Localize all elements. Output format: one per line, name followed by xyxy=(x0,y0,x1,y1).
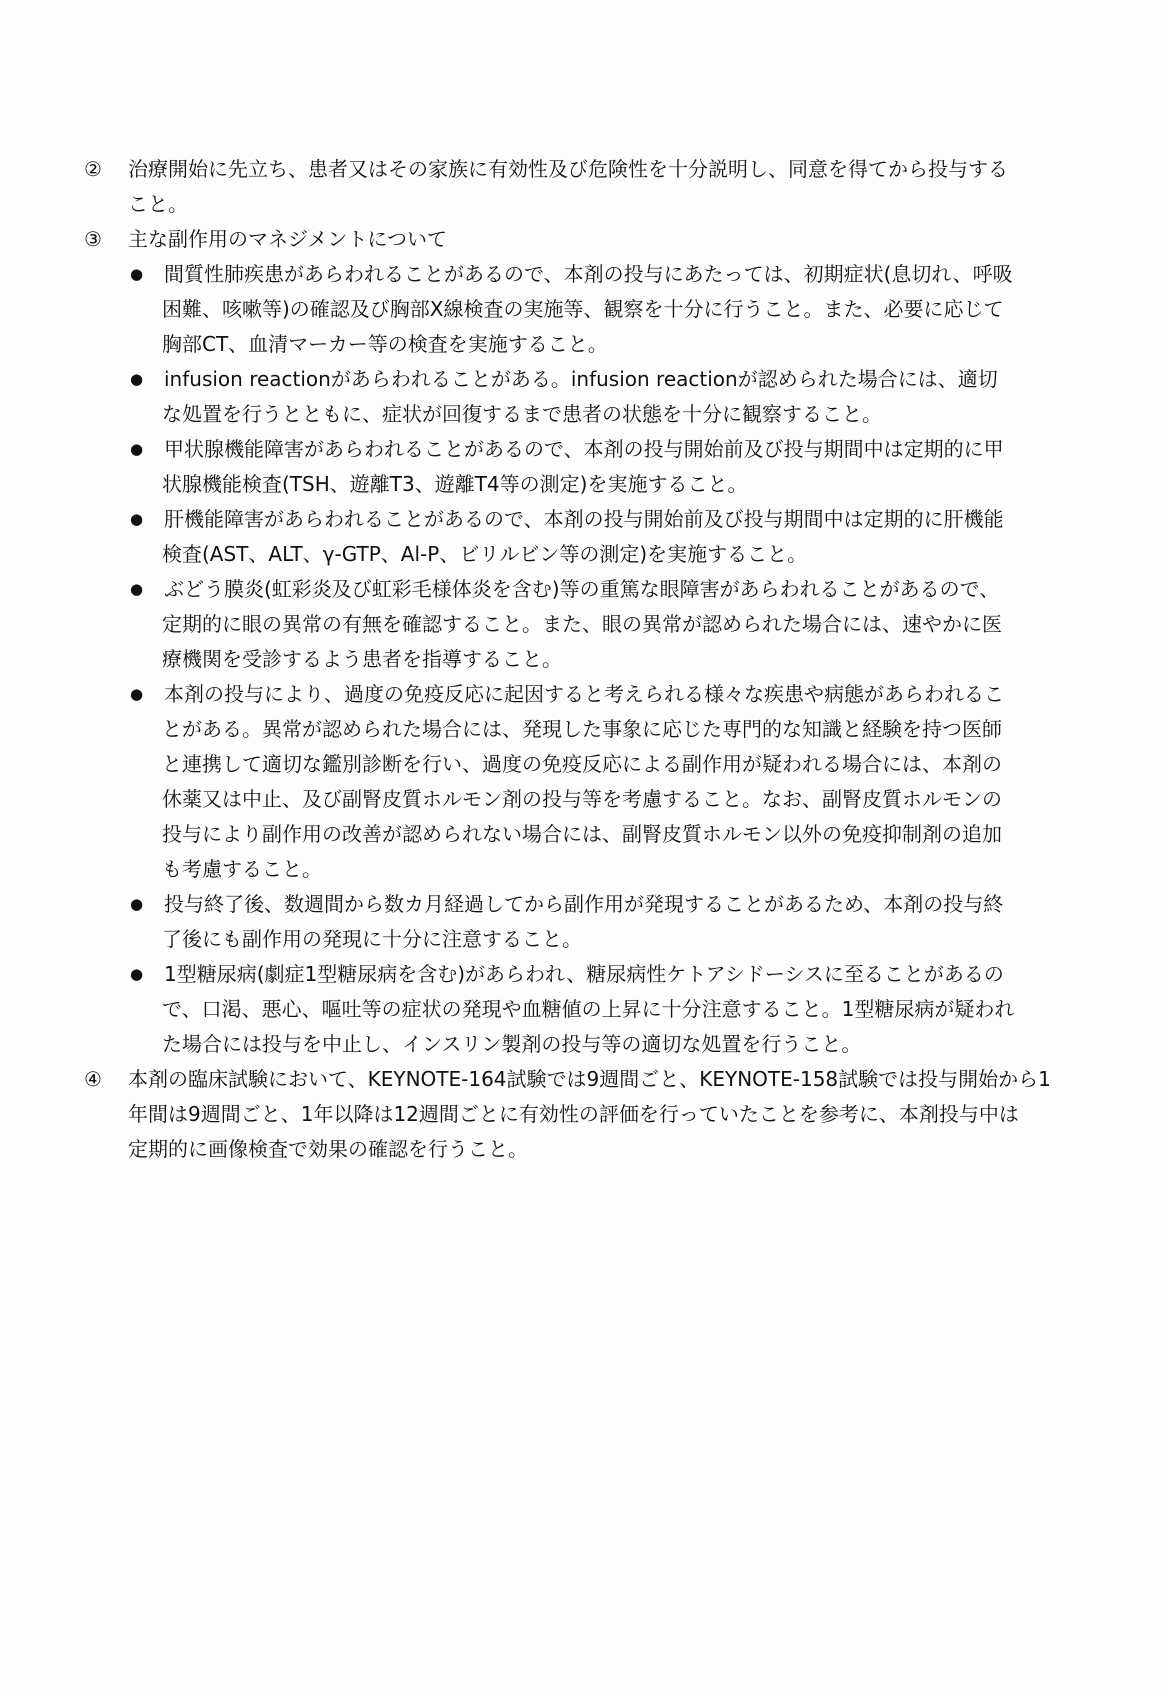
text-line xyxy=(84,572,1094,607)
text-line xyxy=(84,677,1094,712)
text-line xyxy=(84,222,1094,257)
text-line xyxy=(84,257,1094,292)
text-line xyxy=(84,887,1094,922)
text-line: な処置を行うとともに、症状が回復するまで患者の状態を十分に観察すること。 xyxy=(162,402,882,426)
text-line: 検査(AST、ALT、γ-GTP、Al-P、ビリルビン等の測定)を実施すること。 xyxy=(162,542,808,566)
bullet-text: 間質性肺疾患があらわれることがあるので、本剤の投与にあたっては、初期症状(息切れ、呼吸 xyxy=(164,262,1013,286)
text-line xyxy=(84,957,1094,992)
text-line: 胸部CT、血清マーカー等の検査を実施すること。 xyxy=(162,332,608,356)
item-text: 治療開始に先立ち、患者又はその家族に有効性及び危険性を十分説明し、同意を得てから投与する xyxy=(128,157,1008,181)
bullet-icon: ● xyxy=(130,580,144,598)
item-heading: 主な副作用のマネジメントについて xyxy=(128,227,447,251)
item-marker: ④ xyxy=(84,1067,102,1091)
bullet-icon: ● xyxy=(130,685,144,703)
text-line xyxy=(84,1062,1094,1097)
item-text: 本剤の臨床試験において、KEYNOTE-164試験では9週間ごと、KEYNOTE-158試験では投与開始から1 xyxy=(128,1067,1051,1091)
bullet-item-immune-reactions xyxy=(84,677,1094,887)
bullet-item-post-treatment xyxy=(84,887,1094,957)
item-marker: ③ xyxy=(84,227,102,251)
text-line: こと。 xyxy=(128,192,188,216)
bullet-text: 甲状腺機能障害があらわれることがあるので、本剤の投与開始前及び投与期間中は定期的に甲 xyxy=(164,437,1004,461)
text-line: 休薬又は中止、及び副腎皮質ホルモン剤の投与等を考慮すること。なお、副腎皮質ホルモンの xyxy=(162,787,1002,811)
text-line: と連携して適切な鑑別診断を行い、過度の免疫反応による副作用が疑われる場合には、本剤の xyxy=(162,752,1002,776)
bullet-text: 投与終了後、数週間から数カ月経過してから副作用が発現することがあるため、本剤の投与終 xyxy=(164,892,1004,916)
bullet-icon: ● xyxy=(130,265,144,283)
bullet-item-type1-diabetes xyxy=(84,957,1094,1062)
text-line: 定期的に画像検査で効果の確認を行うこと。 xyxy=(128,1137,528,1161)
numbered-item-3 xyxy=(84,222,1094,1062)
bullet-text: 1型糖尿病(劇症1型糖尿病を含む)があらわれ、糖尿病性ケトアシドーシスに至ることがあるの xyxy=(164,962,1004,986)
bullet-icon: ● xyxy=(130,965,144,983)
text-line: 了後にも副作用の発現に十分に注意すること。 xyxy=(162,927,582,951)
text-line: で、口渇、悪心、嘔吐等の症状の発現や血糖値の上昇に十分注意すること。1型糖尿病が疑われ xyxy=(162,997,1015,1021)
text-line: 状腺機能検査(TSH、遊離T3、遊離T4等の測定)を実施すること。 xyxy=(162,472,748,496)
text-line: も考慮すること。 xyxy=(162,857,322,881)
text-line: 療機関を受診するよう患者を指導すること。 xyxy=(162,647,562,671)
text-line: 投与により副作用の改善が認められない場合には、副腎皮質ホルモン以外の免疫抑制剤の追加 xyxy=(162,822,1002,846)
bullet-text: 肝機能障害があらわれることがあるので、本剤の投与開始前及び投与期間中は定期的に肝機能 xyxy=(164,507,1004,531)
bullet-item-liver-dysfunction xyxy=(84,502,1094,572)
bullet-item-infusion-reaction xyxy=(84,362,1094,432)
document-body xyxy=(84,152,1094,1167)
numbered-item-2 xyxy=(84,152,1094,222)
bullet-text: ぶどう膜炎(虹彩炎及び虹彩毛様体炎を含む)等の重篤な眼障害があらわれることがあるので、 xyxy=(164,577,1000,601)
text-line: た場合には投与を中止し、インスリン製剤の投与等の適切な処置を行うこと。 xyxy=(162,1032,862,1056)
text-line: 定期的に眼の異常の有無を確認すること。また、眼の異常が認められた場合には、速やかに医 xyxy=(162,612,1002,636)
item-marker: ② xyxy=(84,157,102,181)
bullet-icon: ● xyxy=(130,510,144,528)
text-line xyxy=(84,432,1094,467)
bullet-text: infusion reactionがあらわれることがある。infusion reactionが認められた場合には、適切 xyxy=(164,367,998,391)
bullet-item-thyroid-dysfunction xyxy=(84,432,1094,502)
text-line: とがある。異常が認められた場合には、発現した事象に応じた専門的な知識と経験を持つ医師 xyxy=(162,717,1002,741)
text-line xyxy=(84,362,1094,397)
bullet-icon: ● xyxy=(130,370,144,388)
text-line: 困難、咳嗽等)の確認及び胸部X線検査の実施等、観察を十分に行うこと。また、必要に応じて xyxy=(162,297,1004,321)
bullet-item-interstitial-lung-disease xyxy=(84,257,1094,362)
text-line: 年間は9週間ごと、1年以降は12週間ごとに有効性の評価を行っていたことを参考に、本剤投与中は xyxy=(128,1102,1019,1126)
numbered-item-4 xyxy=(84,1062,1094,1167)
text-line xyxy=(84,502,1094,537)
bullet-icon: ● xyxy=(130,440,144,458)
bullet-text: 本剤の投与により、過度の免疫反応に起因すると考えられる様々な疾患や病態があらわれるこ xyxy=(164,682,1004,706)
bullet-icon: ● xyxy=(130,895,144,913)
text-line xyxy=(84,152,1094,187)
bullet-item-uveitis xyxy=(84,572,1094,677)
